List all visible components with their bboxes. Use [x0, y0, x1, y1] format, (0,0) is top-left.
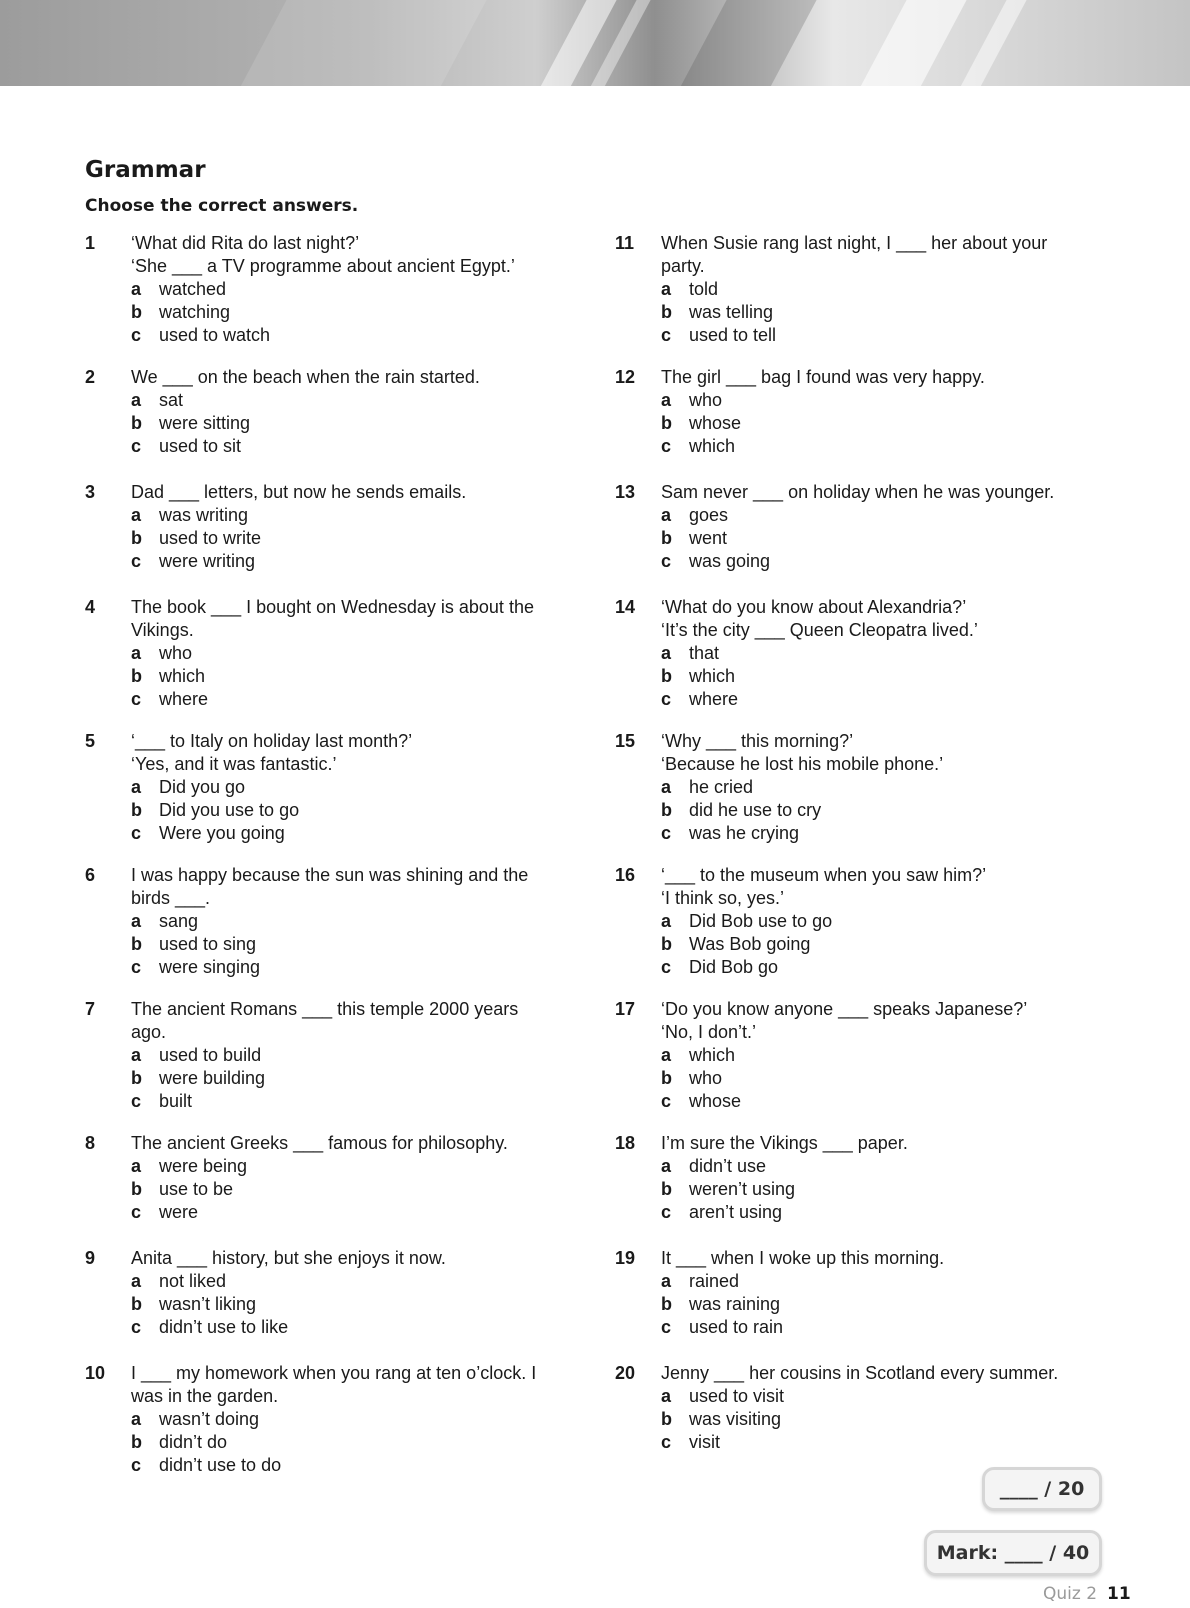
- option-text: didn’t do: [159, 1432, 228, 1452]
- option-text: weren’t using: [689, 1179, 796, 1199]
- question-text: ‘What do you know about Alexandria?’: [661, 597, 967, 617]
- option-text: use to be: [159, 1179, 234, 1199]
- question-number: 17: [615, 999, 636, 1019]
- answer-option[interactable]: [661, 389, 1095, 412]
- option-text: were sitting: [159, 413, 251, 433]
- option-letter: b: [131, 302, 142, 322]
- option-text: wasn’t liking: [159, 1294, 257, 1314]
- question-text: The book ___ I bought on Wednesday is about the: [131, 597, 534, 617]
- question-number: 13: [615, 482, 636, 502]
- option-text: Was Bob going: [689, 934, 811, 954]
- answer-option[interactable]: [131, 1270, 565, 1293]
- option-text: used to tell: [689, 325, 777, 345]
- option-text: was writing: [159, 505, 249, 525]
- instruction-text: Choose the correct answers.: [85, 196, 359, 216]
- option-text: were: [159, 1202, 199, 1222]
- option-letter: a: [131, 1409, 142, 1429]
- answer-option[interactable]: [661, 956, 1095, 979]
- question-text: party.: [661, 256, 705, 276]
- question-text: Sam never ___ on holiday when he was younger.: [661, 482, 1055, 502]
- option-text: didn’t use: [689, 1156, 767, 1176]
- answer-option[interactable]: [661, 1385, 1095, 1408]
- option-text: used to sing: [159, 934, 257, 954]
- answer-option[interactable]: [131, 1155, 565, 1178]
- answer-option[interactable]: [131, 324, 565, 347]
- option-letter: b: [661, 528, 672, 548]
- question-number: 15: [615, 731, 636, 751]
- answer-option[interactable]: [661, 688, 1095, 711]
- total-mark-box: Mark: ____ / 40: [924, 1530, 1102, 1576]
- option-text: went: [689, 528, 728, 548]
- option-text: were singing: [159, 957, 261, 977]
- option-text: used to build: [159, 1045, 262, 1065]
- option-text: which: [689, 666, 736, 686]
- question-item: [615, 998, 1095, 1132]
- option-text: not liked: [159, 1271, 227, 1291]
- answer-option[interactable]: [661, 1201, 1095, 1224]
- answer-option[interactable]: [131, 688, 565, 711]
- answer-option[interactable]: [661, 1044, 1095, 1067]
- question-text: I ___ my homework when you rang at ten o’clock. I: [131, 1363, 537, 1383]
- answer-option[interactable]: [131, 504, 565, 527]
- question-text: Vikings.: [131, 620, 194, 640]
- option-letter: a: [131, 777, 142, 797]
- question-text: It ___ when I woke up this morning.: [661, 1248, 945, 1268]
- answer-option[interactable]: [131, 389, 565, 412]
- question-number: 3: [85, 482, 96, 502]
- answer-option[interactable]: [131, 1408, 565, 1431]
- option-text: sat: [159, 390, 184, 410]
- option-text: used to visit: [689, 1386, 785, 1406]
- option-letter: a: [131, 1271, 142, 1291]
- question-item: [615, 232, 1095, 366]
- option-text: whose: [689, 1091, 742, 1111]
- option-text: sang: [159, 911, 199, 931]
- question-text: ago.: [131, 1022, 167, 1042]
- answer-option[interactable]: [131, 1431, 565, 1454]
- answer-option[interactable]: [131, 1316, 565, 1339]
- question-number: 7: [85, 999, 96, 1019]
- page-footer: [1043, 1584, 1131, 1604]
- question-text: The ancient Romans ___ this temple 2000 years: [131, 999, 519, 1019]
- option-letter: a: [661, 390, 672, 410]
- question-number: 5: [85, 731, 96, 751]
- question-item: [615, 730, 1095, 864]
- option-text: watched: [159, 279, 227, 299]
- answer-option[interactable]: [131, 435, 565, 458]
- answer-option[interactable]: [131, 1067, 565, 1090]
- answer-option[interactable]: [131, 1201, 565, 1224]
- question-number: 14: [615, 597, 636, 617]
- option-letter: c: [131, 1202, 142, 1222]
- question-number: 10: [85, 1363, 106, 1383]
- answer-option[interactable]: [131, 1454, 565, 1477]
- question-text: birds ___.: [131, 888, 211, 908]
- option-text: used to watch: [159, 325, 271, 345]
- answer-option[interactable]: [661, 822, 1095, 845]
- option-letter: b: [131, 1294, 142, 1314]
- question-item: [85, 998, 565, 1132]
- option-letter: b: [661, 1068, 672, 1088]
- answer-option[interactable]: [131, 642, 565, 665]
- answer-option[interactable]: [131, 1090, 565, 1113]
- question-text: ‘What did Rita do last night?’: [131, 233, 360, 253]
- question-text: ‘___ to Italy on holiday last month?’: [131, 731, 413, 751]
- answer-option[interactable]: [661, 278, 1095, 301]
- option-text: were writing: [159, 551, 256, 571]
- option-letter: b: [131, 528, 142, 548]
- option-text: that: [689, 643, 720, 663]
- option-letter: a: [131, 279, 142, 299]
- option-letter: a: [131, 1156, 142, 1176]
- option-letter: b: [131, 413, 142, 433]
- option-text: who: [159, 643, 193, 663]
- answer-option[interactable]: [661, 642, 1095, 665]
- answer-option[interactable]: [661, 933, 1095, 956]
- question-item: [615, 366, 1095, 481]
- question-number: 11: [615, 233, 635, 253]
- question-item: [615, 1132, 1095, 1247]
- option-letter: a: [131, 390, 142, 410]
- answer-option[interactable]: [131, 910, 565, 933]
- option-letter: c: [661, 1317, 672, 1337]
- option-letter: a: [131, 505, 142, 525]
- option-text: did he use to cry: [689, 800, 822, 820]
- option-text: which: [159, 666, 206, 686]
- option-text: were being: [159, 1156, 248, 1176]
- question-text: The ancient Greeks ___ famous for philosophy.: [131, 1133, 508, 1153]
- answer-option[interactable]: [661, 1293, 1095, 1316]
- option-text: was telling: [689, 302, 774, 322]
- option-text: used to write: [159, 528, 262, 548]
- option-letter: b: [131, 1068, 142, 1088]
- option-letter: b: [661, 666, 672, 686]
- answer-option[interactable]: [131, 278, 565, 301]
- option-letter: a: [661, 1156, 672, 1176]
- question-text: ‘Yes, and it was fantastic.’: [131, 754, 337, 774]
- option-letter: a: [661, 1045, 672, 1065]
- answer-option[interactable]: [661, 1067, 1095, 1090]
- option-letter: b: [131, 934, 142, 954]
- question-number: 1: [85, 233, 96, 253]
- option-letter: b: [661, 1294, 672, 1314]
- question-text: I’m sure the Vikings ___ paper.: [661, 1133, 908, 1153]
- option-text: who: [689, 1068, 723, 1088]
- option-text: Did Bob use to go: [689, 911, 833, 931]
- option-text: where: [689, 689, 739, 709]
- question-item: [85, 1132, 565, 1247]
- answer-option[interactable]: [661, 301, 1095, 324]
- question-text: The girl ___ bag I found was very happy.: [661, 367, 985, 387]
- question-item: [85, 232, 565, 366]
- option-letter: c: [131, 957, 142, 977]
- question-item: [85, 366, 565, 481]
- question-text: was in the garden.: [131, 1386, 279, 1406]
- answer-option[interactable]: [131, 1178, 565, 1201]
- answer-option[interactable]: [661, 412, 1095, 435]
- answer-option[interactable]: [131, 933, 565, 956]
- question-text: ‘Why ___ this morning?’: [661, 731, 854, 751]
- question-item: [85, 481, 565, 596]
- option-text: where: [159, 689, 209, 709]
- option-letter: c: [661, 689, 672, 709]
- option-text: was visiting: [689, 1409, 782, 1429]
- question-item: [85, 864, 565, 998]
- question-text: We ___ on the beach when the rain started.: [131, 367, 480, 387]
- option-letter: b: [661, 413, 672, 433]
- answer-option[interactable]: [131, 776, 565, 799]
- option-text: was he crying: [689, 823, 800, 843]
- question-text: Dad ___ letters, but now he sends emails.: [131, 482, 467, 502]
- question-number: 8: [85, 1133, 96, 1153]
- option-text: whose: [689, 413, 742, 433]
- question-text: ‘She ___ a TV programme about ancient Egypt.’: [131, 256, 515, 276]
- option-text: who: [689, 390, 723, 410]
- option-letter: c: [661, 1091, 672, 1111]
- option-text: Did Bob go: [689, 957, 779, 977]
- question-item: [615, 864, 1095, 998]
- option-text: aren’t using: [689, 1202, 783, 1222]
- question-item: [85, 730, 565, 864]
- question-text: I was happy because the sun was shining and the: [131, 865, 529, 885]
- option-letter: c: [131, 1091, 142, 1111]
- answer-option[interactable]: [661, 1431, 1095, 1454]
- answer-option[interactable]: [131, 665, 565, 688]
- option-letter: b: [661, 1179, 672, 1199]
- option-text: didn’t use to do: [159, 1455, 282, 1475]
- option-letter: b: [661, 1409, 672, 1429]
- answer-option[interactable]: [131, 527, 565, 550]
- option-letter: a: [661, 777, 672, 797]
- option-text: was raining: [689, 1294, 781, 1314]
- option-letter: b: [661, 302, 672, 322]
- question-text: ‘Because he lost his mobile phone.’: [661, 754, 944, 774]
- option-text: was going: [689, 551, 771, 571]
- answer-option[interactable]: [131, 956, 565, 979]
- questions-column-right: [615, 232, 1095, 1496]
- option-letter: c: [661, 551, 672, 571]
- option-text: told: [689, 279, 719, 299]
- option-text: didn’t use to like: [159, 1317, 289, 1337]
- option-letter: a: [661, 505, 672, 525]
- option-letter: a: [661, 279, 672, 299]
- option-letter: a: [131, 911, 142, 931]
- option-letter: b: [131, 666, 142, 686]
- question-number: 16: [615, 865, 636, 885]
- option-letter: a: [131, 643, 142, 663]
- answer-option[interactable]: [661, 1155, 1095, 1178]
- option-letter: a: [661, 643, 672, 663]
- option-letter: c: [131, 689, 142, 709]
- option-letter: c: [131, 1317, 142, 1337]
- question-number: 19: [615, 1248, 636, 1268]
- answer-option[interactable]: [661, 799, 1095, 822]
- answer-option[interactable]: [131, 1293, 565, 1316]
- option-letter: c: [131, 823, 142, 843]
- option-letter: c: [131, 436, 142, 456]
- option-letter: c: [131, 1455, 142, 1475]
- question-number: 12: [615, 367, 636, 387]
- option-text: visit: [689, 1432, 720, 1452]
- option-text: wasn’t doing: [159, 1409, 260, 1429]
- question-text: ‘It’s the city ___ Queen Cleopatra lived.’: [661, 620, 978, 640]
- option-text: Were you going: [159, 823, 285, 843]
- answer-option[interactable]: [661, 435, 1095, 458]
- answer-option[interactable]: [131, 822, 565, 845]
- option-letter: c: [661, 436, 672, 456]
- answer-option[interactable]: [661, 1316, 1095, 1339]
- question-text: When Susie rang last night, I ___ her about your: [661, 233, 1048, 253]
- option-letter: b: [131, 1179, 142, 1199]
- option-letter: c: [661, 1202, 672, 1222]
- option-letter: c: [131, 551, 142, 571]
- option-text: which: [689, 1045, 736, 1065]
- answer-option[interactable]: [131, 412, 565, 435]
- quiz-label: Quiz 2: [1043, 1584, 1098, 1604]
- question-item: [615, 596, 1095, 730]
- answer-option[interactable]: [661, 527, 1095, 550]
- option-letter: a: [661, 1386, 672, 1406]
- questions-column-left: [85, 232, 565, 1496]
- option-text: rained: [689, 1271, 740, 1291]
- option-text: built: [159, 1091, 193, 1111]
- question-text: ‘I think so, yes.’: [661, 888, 785, 908]
- option-letter: a: [131, 1045, 142, 1065]
- question-item: [615, 481, 1095, 596]
- option-text: he cried: [689, 777, 754, 797]
- option-letter: c: [661, 957, 672, 977]
- option-letter: a: [661, 911, 672, 931]
- question-item: [85, 596, 565, 730]
- question-text: ‘Do you know anyone ___ speaks Japanese?’: [661, 999, 1028, 1019]
- option-letter: a: [661, 1271, 672, 1291]
- option-text: which: [689, 436, 736, 456]
- option-letter: c: [661, 325, 672, 345]
- answer-option[interactable]: [661, 324, 1095, 347]
- question-number: 9: [85, 1248, 96, 1268]
- option-letter: c: [661, 1432, 672, 1452]
- question-text: ‘___ to the museum when you saw him?’: [661, 865, 987, 885]
- option-text: Did you use to go: [159, 800, 300, 820]
- option-text: Did you go: [159, 777, 246, 797]
- answer-option[interactable]: [661, 1090, 1095, 1113]
- page-number: 11: [1107, 1584, 1131, 1604]
- question-number: 20: [615, 1363, 636, 1383]
- answer-option[interactable]: [661, 776, 1095, 799]
- question-text: Jenny ___ her cousins in Scotland every summer.: [661, 1363, 1059, 1383]
- option-text: goes: [689, 505, 729, 525]
- option-letter: c: [131, 325, 142, 345]
- question-text: Anita ___ history, but she enjoys it now.: [131, 1248, 446, 1268]
- answer-option[interactable]: [661, 1178, 1095, 1201]
- option-letter: b: [131, 800, 142, 820]
- answer-option[interactable]: [661, 1270, 1095, 1293]
- question-item: [615, 1247, 1095, 1362]
- question-number: 2: [85, 367, 96, 387]
- answer-option[interactable]: [131, 301, 565, 324]
- option-text: used to rain: [689, 1317, 784, 1337]
- option-letter: c: [661, 823, 672, 843]
- section-heading: Grammar: [85, 157, 206, 183]
- answer-option[interactable]: [131, 799, 565, 822]
- question-item: [85, 1247, 565, 1362]
- answer-option[interactable]: [131, 550, 565, 573]
- header-banner-image: [0, 0, 1190, 86]
- option-letter: b: [131, 1432, 142, 1452]
- answer-option[interactable]: [131, 1044, 565, 1067]
- answer-option[interactable]: [661, 910, 1095, 933]
- section-score-box: ____ / 20: [982, 1467, 1102, 1511]
- answer-option[interactable]: [661, 550, 1095, 573]
- option-text: watching: [159, 302, 231, 322]
- question-item: [85, 1362, 565, 1496]
- question-number: 18: [615, 1133, 636, 1153]
- answer-option[interactable]: [661, 504, 1095, 527]
- question-text: ‘No, I don’t.’: [661, 1022, 757, 1042]
- option-letter: b: [661, 800, 672, 820]
- answer-option[interactable]: [661, 1408, 1095, 1431]
- option-letter: b: [661, 934, 672, 954]
- option-text: used to sit: [159, 436, 242, 456]
- option-text: were building: [159, 1068, 266, 1088]
- question-number: 4: [85, 597, 96, 617]
- answer-option[interactable]: [661, 665, 1095, 688]
- question-number: 6: [85, 865, 96, 885]
